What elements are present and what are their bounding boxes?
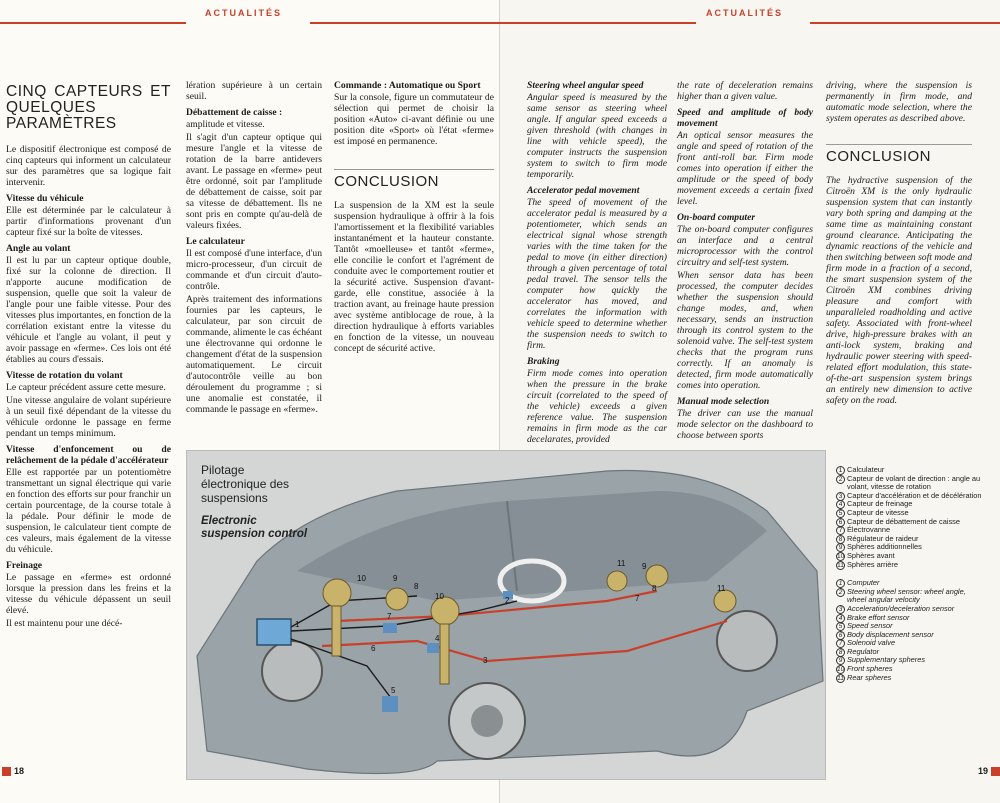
front-wheel-left [262,641,322,701]
legend-number: 5 [836,509,845,518]
paragraph: Il est maintenu pour une décé- [6,618,123,629]
legend-number: 4 [836,500,845,509]
heading-onboard: On-board computer [677,212,756,223]
legend-english [836,579,986,682]
heading-vitesse: Vitesse du véhicule [6,193,84,204]
column-6 [826,80,972,408]
legend-item [836,674,986,683]
heading-accel: Accelerator pedal movement [527,185,640,196]
paragraph: When sensor data has been processed, the computer decides whether the suspension should change modes, and, when necessary, sends an instruction through its control system to the solenoid valve. The self-test system checks that the program runs correctly. If an anomaly is detected, firm mode automatically comes into operation. [677,270,813,391]
heading-angle: Angle au volant [6,243,71,254]
callout-1: 1 [295,620,300,629]
legend-number: 9 [836,543,845,552]
legend-item [836,475,986,492]
callout-10: 10 [357,574,366,583]
legend-label: Calculateur [847,465,885,474]
figure-title-en: Electronic suspension control [201,515,308,540]
callout-8: 8 [652,584,657,593]
callout-6: 6 [371,644,376,653]
page-number: 18 [14,766,25,776]
paragraph: Il est composé d'une interface, d'un micro-processeur, d'un circuit de commande et d'un circuit d'auto-contrôle. [186,248,322,292]
legend-number: 1 [836,466,845,475]
header-rule [0,22,186,24]
legend-label: Front spheres [847,664,893,674]
column-2 [186,80,322,417]
callout-7: 7 [635,594,640,603]
callout-2: 2 [505,596,510,605]
legend-label: Capteur de freinage [847,499,913,509]
figure-title-fr: Pilotage électronique des suspensions [201,463,290,505]
column-1 [6,32,171,631]
callout-11: 11 [617,559,626,568]
column-5 [677,80,813,443]
heading-enfoncement: Vitesse d'enfoncement ou de relâchement de la pédale d'accélérateur [6,444,171,466]
paragraph: The on-board computer configures an interface and a central microprocessor with the control circuitry and self-test system. [677,224,813,268]
column-4 [527,80,667,447]
sphere-rear-left [646,565,668,587]
legend-label: Rear spheres [847,672,892,682]
legend-number: 7 [836,526,845,535]
legend-number: 6 [836,518,845,527]
legend-label: Capteur de volant de direction : angle au volant, vitesse de rotation [847,473,981,492]
header-rule [810,22,1000,24]
legend-label: Acceleration/deceleration sensor [847,603,955,613]
legend-label: Sphères avant [847,550,895,560]
paragraph: Firm mode comes into operation when the pressure in the brake circuit (correlated to the speed of the vehicle) exceeds a given reference value. The suspension remains in firm mode as the car decelarates, provided [527,368,667,445]
paragraph: Il est lu par un capteur optique double, fixé sur la colonne de direction. Il n'apporte aucune modification de suspension, quelle que soit la valeur de l'angle pour une faible vitesse. Pour des vitesses plus importantes, en fonction de la corrélation existant entre la vitesse du véhicule et l'angle au volant, il peut y avoir passage en «ferme». Ces lois ont été établies au cours d'essais. [6,255,171,365]
paragraph: Sur la console, figure un commutateur de sélection qui permet de choisir la position «Auto» ci-avant définie ou une position dite «Sport» où l'état «ferme» est imposé en permanence. [334,92,494,147]
heading-rotation: Vitesse de rotation du volant [6,370,123,381]
legend-label: Steering wheel sensor: wheel angle, wheel angular velocity [847,586,966,605]
legend-number: 1 [836,579,845,588]
heading-calculateur: Le calculateur [186,236,245,247]
paragraph: Le passage en «ferme» est ordonné lorsque la pression dans les freins et la vitesse du véhicule dépassent un seuil élevé. [6,572,171,616]
heading-debattement: Débattement de caisse : [186,107,283,118]
sphere-rear-right [714,590,736,612]
folio-square [991,767,1000,776]
callout-3: 3 [483,656,488,665]
legend-number: 11 [837,561,844,569]
sphere-additional [386,588,408,610]
heading-braking: Braking [527,356,560,367]
section-tag-right: ACTUALITÉS [706,8,783,18]
callout-7: 7 [387,612,392,621]
legend-number: 8 [836,535,845,544]
legend-label: Électrovanne [847,525,891,535]
paragraph: Après traitement des informations fournies par les capteurs, le calculateur, par son circuit de commande, alimente le cas échéant une électrovanne qui ordonne le changement d'état de la suspension automatiquement. Le circuit d'autocontrôle veille au bon déroulement du programme ; si une anomalie est constatée, il commande le passage en «ferme». [186,294,322,415]
sphere-front-left [323,579,351,607]
legend-label: Body displacement sensor [847,629,934,639]
front-strut [332,606,341,656]
legend-label: Régulateur de raideur [847,533,919,543]
paragraph: amplitude et vitesse. [186,119,265,130]
legend-label: Capteur de débattement de caisse [847,516,960,526]
legend-number: 6 [836,631,845,640]
front-wheel-hub [471,705,503,737]
callout-8: 8 [414,582,419,591]
page-number-left [2,766,24,776]
rear-wheel [717,611,777,671]
legend-label: Sphères arrière [847,559,898,569]
sphere-front-right [431,597,459,625]
legend-number: 7 [836,639,845,648]
legend-number: 10 [837,666,845,674]
front-strut [440,624,449,684]
header-rule [500,22,696,24]
callout-4: 4 [435,634,440,643]
paragraph: The speed of movement of the accelerator pedal is measured by a potentiometer, which sends an electrical signal whose strength varies with the time taken for the pedal to move (in either direction) through a given percentage of total pedal travel. The sensor tells the computer how quickly the accelerator has moved, and correlates the information with vehicle speed to determine whether the suspension needs to switch to firm. [527,197,667,351]
paragraph: lération supérieure à un certain seuil. [186,80,322,102]
legend-label: Capteur de vitesse [847,507,909,517]
legend-label: Supplementary spheres [847,655,926,665]
page-number: 19 [978,766,989,776]
computer-unit [257,619,291,645]
paragraph: driving, where the suspension is permanently in firm mode, and automatic mode selection, where the system operates as described above. [826,80,972,124]
legend-label: Regulator [847,646,880,656]
paragraph: Le capteur précédent assure cette mesure. [6,382,166,393]
section-tag-left: ACTUALITÉS [205,8,282,18]
heading-freinage: Freinage [6,560,43,571]
paragraph: The hydractive suspension of the Citroën XM is the only hydraulic suspension system that can instantly vary both spring and damping at the same time as maintaining constant ground clearance. Anticipating the dynamic reactions of the vehicle and then switching between soft mode and firm mode in a fraction of a second, the smart suspension system of the Citroën XM combines driving pleasure and comfort with unparalleled roadholding and active safety. Associated with front-wheel drive, high-pressure brakes with an anti-lock system, braking and hydraulic power steering with speed-related effort modulation, this state-of-the-art suspension system brings an entirely new dimension to active safety on the road. [826,175,972,406]
legend-label: Solenoid valve [847,638,896,648]
paragraph: Une vitesse angulaire de volant supérieure à un seuil fixé dépendant de la vitesse du véhicule ordonne le passage en ferme pendant un temps minimum. [6,395,171,439]
legend-number: 2 [836,475,845,484]
legend-number: 11 [837,674,844,682]
callout-9: 9 [642,562,647,571]
heading-commande: Commande : Automatique ou Sport [334,80,481,91]
callout-10: 10 [435,592,444,601]
folio-square [2,767,11,776]
legend-label: Speed sensor [847,621,893,631]
callout-11: 11 [717,584,726,593]
page-number-right [978,766,1000,776]
callout-5: 5 [391,686,396,695]
paragraph: An optical sensor measures the angle and speed of rotation of the front anti-roll bar. Firm mode comes into operation if either the amplitude or the speed of body movement exceeds a certain fixed level. [677,130,813,207]
legend-number: 10 [837,552,845,560]
legend-item [836,588,986,605]
sphere-rear-additional [607,571,627,591]
heading-amplitude: Speed and amplitude of body movement [677,107,813,129]
legend-label: Brake effort sensor [847,612,910,622]
legend-number: 3 [836,492,845,501]
brake-sensor [427,643,439,653]
legend-label: Capteur d'accélération et de décélération [847,490,982,500]
heading-steering: Steering wheel angular speed [527,80,644,91]
legend-number: 2 [836,588,845,597]
heading-manual: Manual mode selection [677,396,770,407]
legend-number: 8 [836,648,845,657]
paragraph: Il s'agit d'un capteur optique qui mesure l'angle et la vitesse de rotation de la barre antidevers avant. Le passage en «ferme» peut être ordonné, soit par l'amplitude de débattement de caisse, soit par sa vitesse de débattement. Ils ne sont pris en compte qu'au-delà de valeurs fixées. [186,132,322,231]
paragraph: La suspension de la XM est la seule suspension hydraulique à offrir à la fois l'amortissement et la flexibilité variables instantanément et la hauteur constante. Tantôt «moelleuse» et tantôt «ferme», elle concilie le confort et l'agrément de conduite avec le comportement routier et la sécurité active. Suspension d'avant-garde, elle constitue, associée à la traction avant, au freinage haute pression avec système antiblocage de roue, à la direction hydraulique à efforts variables en fonction de la vitesse, un nouveau concept de sécurité active. [334,200,494,354]
legend-number: 4 [836,614,845,623]
article-title: CINQ CAPTEURS ET QUELQUES PARAMÈTRES [6,83,171,132]
legend-number: 9 [836,656,845,665]
callout-9: 9 [393,574,398,583]
column-3 [334,80,494,356]
conclusion-title-en: CONCLUSION [826,144,972,165]
legend-number: 5 [836,622,845,631]
speed-sensor [382,696,398,712]
paragraph: Elle est rapportée par un potentiomètre transmettant un signal électrique qui varie en fonction des efforts sur pour franchir un certain pourcentage, de la course totale à la pédale. Pour définir le mode de suspension, le calculateur tient compte de ces valeurs, mais également de la vitesse du véhicule. [6,467,171,555]
legend-french [836,466,986,569]
legend-number: 3 [836,605,845,614]
intro-paragraph: Le dispositif électronique est composé de cinq capteurs qui informent un calculateur sur des paramètres que sa logique fait intervenir. [6,144,171,188]
suspension-diagram [186,450,826,780]
figure-legend [836,466,986,682]
paragraph: Angular speed is measured by the same sensor as steering wheel angle. If angular speed exceeds a given threshold (with changes in line with vehicle speed), the computer instructs the suspension system to switch to firm mode temporarily. [527,92,667,180]
header-rule [310,22,500,24]
legend-item [836,561,986,570]
paragraph: the rate of deceleration remains higher than a given value. [677,80,813,102]
paragraph: Elle est déterminée par le calculateur à partir d'informations provenant d'un capteur fixé sur la boîte de vitesses. [6,205,171,238]
conclusion-title: CONCLUSION [334,169,494,190]
solenoid-valve [383,623,397,633]
paragraph: The driver can use the manual mode selector on the dashboard to choose between sports [677,408,813,441]
legend-label: Computer [847,578,880,588]
legend-label: Sphères additionnelles [847,542,922,552]
